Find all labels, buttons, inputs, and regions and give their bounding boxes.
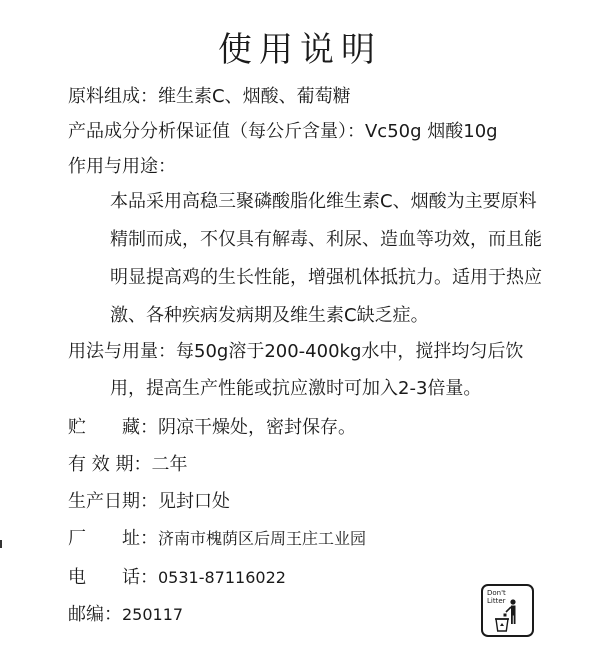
edge-mark bbox=[0, 540, 2, 548]
validity-line bbox=[68, 454, 187, 476]
postcode-value: 250117 bbox=[122, 605, 184, 624]
storage-label: 贮 藏： bbox=[68, 417, 158, 438]
document-title: 使用说明 bbox=[218, 30, 382, 70]
factory-line bbox=[68, 528, 366, 550]
validity-label: 有 效 期： bbox=[68, 454, 152, 475]
phone-value: 0531-87116022 bbox=[158, 568, 286, 587]
dosage-value-1: 每50g溶于200-400kg水中，搅拌均匀后饮 bbox=[176, 341, 524, 362]
guarantee-line: 产品成分分析保证值（每公斤含量）：Vc50g 烟酸10g bbox=[68, 121, 498, 142]
production-date-value: 见封口处 bbox=[158, 491, 230, 512]
production-date-line bbox=[68, 491, 230, 513]
usage-paragraph: 本品采用高稳三聚磷酸脂化维生素C、烟酸为主要原料精制而成，不仅具有解毒、利尿、造血等功效，而且能明显提高鸡的生长性能，增强机体抵抗力。适用于热应激、各种疾病发病期及维生素C缺乏症。 bbox=[110, 191, 542, 326]
dont-litter-icon bbox=[483, 586, 532, 635]
factory-value: 济南市槐荫区后周王庄工业园 bbox=[158, 529, 367, 548]
factory-label: 厂 址： bbox=[68, 528, 158, 549]
ingredients-line: 原料组成：维生素C、烟酸、葡萄糖 bbox=[68, 86, 351, 107]
storage-value: 阴凉干燥处，密封保存。 bbox=[158, 417, 356, 438]
postcode-label: 邮编： bbox=[68, 604, 122, 625]
dosage-label: 用法与用量： bbox=[68, 341, 176, 362]
dosage-line-1 bbox=[68, 341, 523, 363]
usage-heading: 作用与用途： bbox=[68, 156, 176, 177]
validity-value: 二年 bbox=[151, 454, 188, 475]
production-date-label: 生产日期： bbox=[68, 491, 158, 512]
phone-label: 电 话： bbox=[68, 567, 158, 588]
storage-line bbox=[68, 417, 356, 439]
dont-litter-logo bbox=[481, 584, 534, 637]
postcode-line bbox=[68, 604, 183, 626]
phone-line bbox=[68, 567, 286, 589]
logo-text-1: Don't bbox=[487, 589, 506, 597]
dosage-line-2: 用，提高生产性能或抗应激时可加入2-3倍量。 bbox=[110, 378, 482, 399]
logo-text-2: Litter bbox=[487, 597, 506, 605]
